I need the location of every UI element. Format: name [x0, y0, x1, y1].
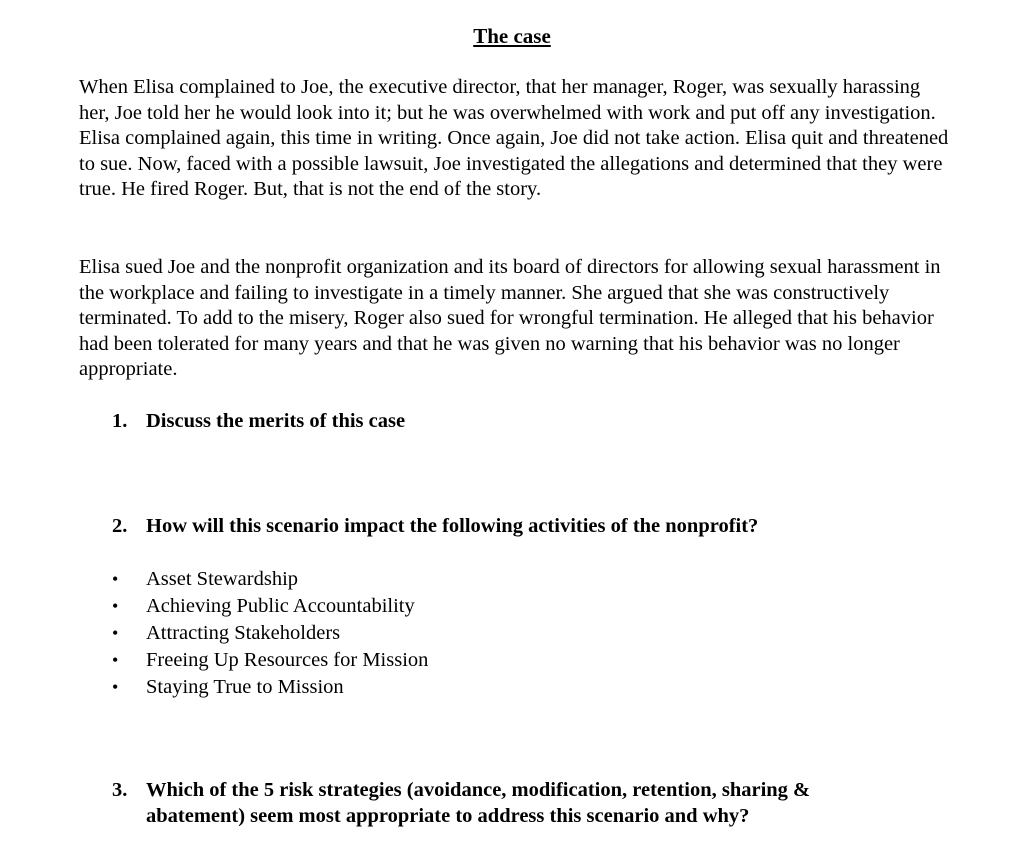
question-3-text: Which of the 5 risk strategies (avoidance, modification, retention, sharing & abatement) seem most appropriate to address this scenario and why? — [146, 779, 811, 827]
question-1-number: 1. — [112, 410, 128, 432]
question-3-number: 3. — [112, 779, 128, 801]
activities-list — [112, 566, 428, 701]
activity-label: Asset Stewardship — [146, 568, 299, 590]
list-item — [112, 647, 428, 674]
question-1 — [112, 408, 912, 434]
list-item — [112, 566, 428, 593]
list-item — [112, 620, 428, 647]
activity-label: Attracting Stakeholders — [146, 622, 341, 644]
bullet-icon: • — [112, 650, 119, 670]
question-2-text: How will this scenario impact the following activities of the nonprofit? — [146, 515, 759, 537]
document-title-text: The case — [473, 24, 551, 48]
activity-label: Freeing Up Resources for Mission — [146, 649, 429, 671]
bullet-icon: • — [112, 677, 119, 697]
activity-label: Staying True to Mission — [146, 676, 344, 698]
case-paragraph-2: Elisa sued Joe and the nonprofit organization and its board of directors for allowing sexual harassment in the workplace and failing to investigate in a timely manner. She argued that she was constructively terminated. To add to the misery, Roger also sued for wrongful termination. He alleged that his behavior had been tolerated for many years and that he was given no warning that his behavior was no longer appropriate. — [79, 256, 941, 381]
bullet-icon: • — [112, 596, 119, 616]
question-2-number: 2. — [112, 515, 128, 537]
activity-label: Achieving Public Accountability — [146, 595, 415, 617]
list-item — [112, 674, 428, 701]
question-3 — [112, 777, 902, 829]
case-paragraph-1: When Elisa complained to Joe, the executive director, that her manager, Roger, was sexually harassing her, Joe told her he would look into it; but he was overwhelmed with work and put off any investigation. Elisa complained again, this time in writing. Once again, Joe did not take action. Elisa quit and threatened to sue. Now, faced with a possible lawsuit, Joe investigated the allegations and determined that they were true. He fired Roger. But, that is not the end of the story. — [79, 76, 949, 201]
question-2 — [112, 513, 912, 539]
bullet-icon: • — [112, 623, 119, 643]
document-title — [0, 22, 1024, 50]
list-item — [112, 593, 428, 620]
question-1-text: Discuss the merits of this case — [146, 410, 406, 432]
bullet-icon: • — [112, 569, 119, 589]
